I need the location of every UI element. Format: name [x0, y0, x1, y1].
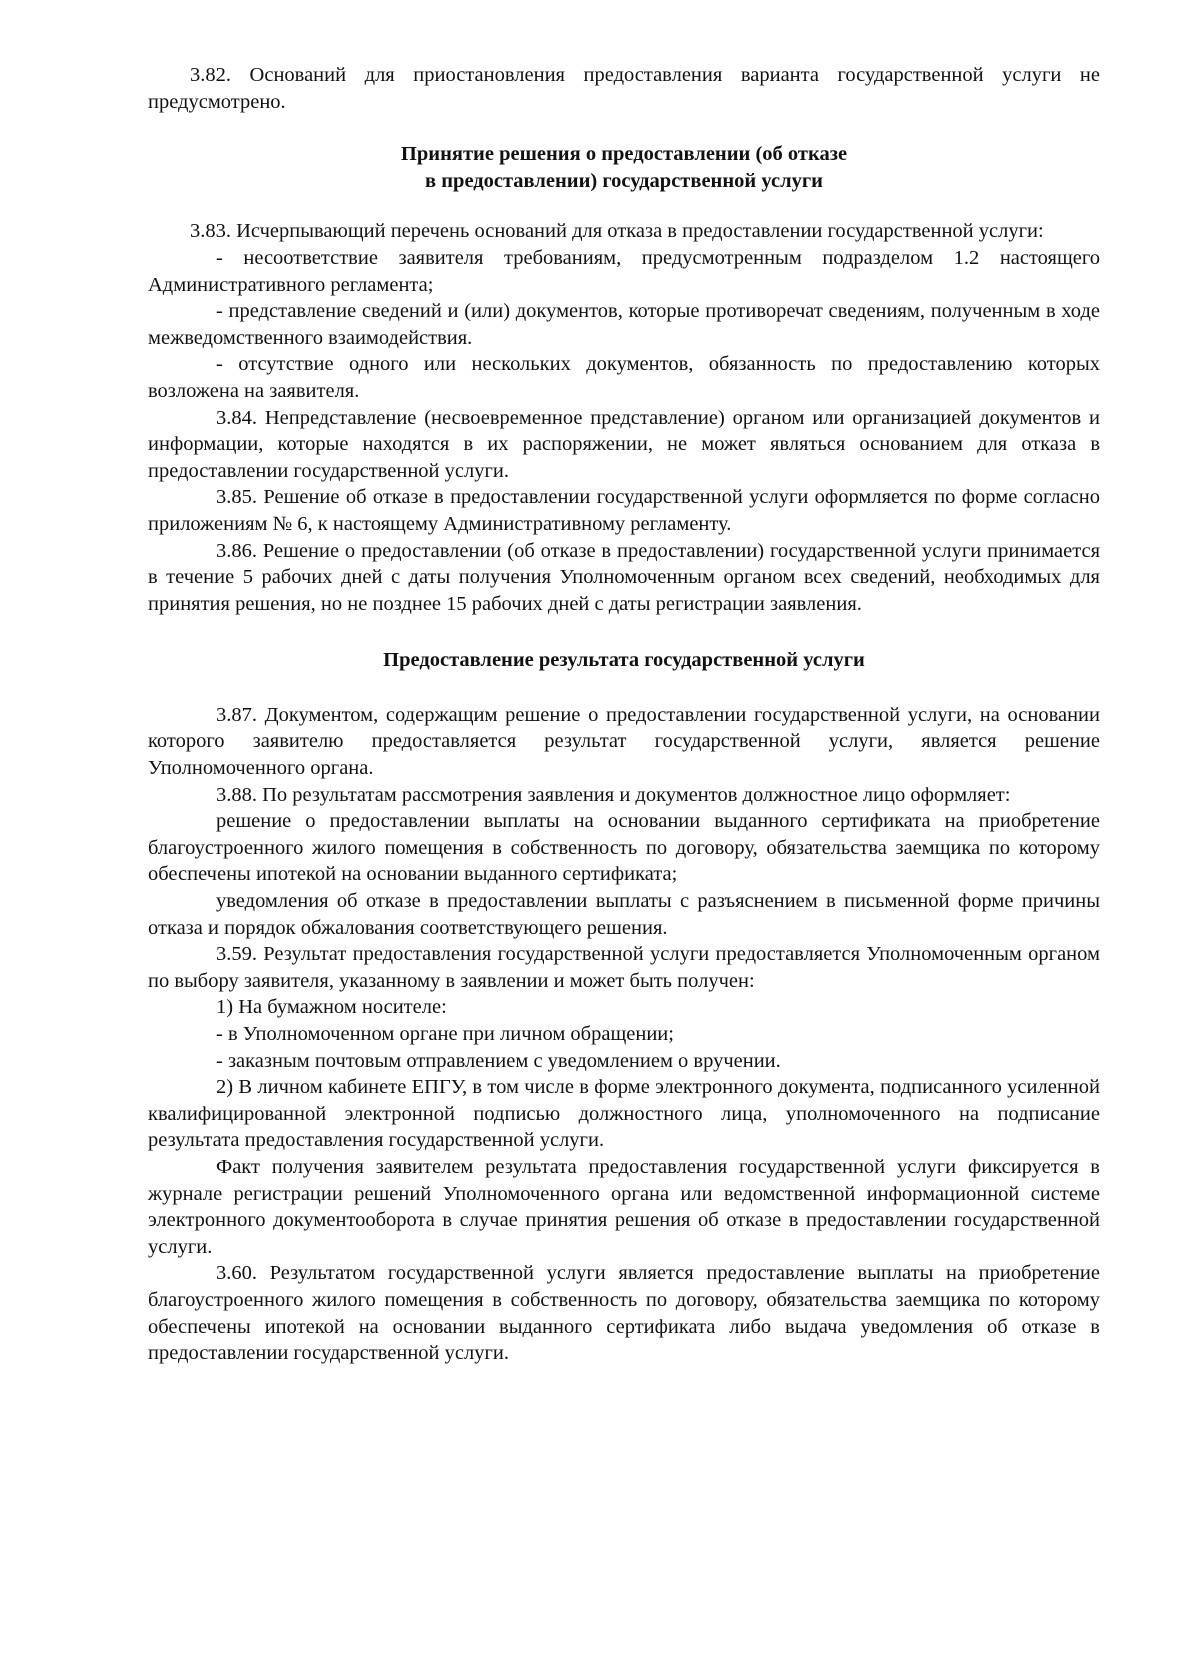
list-item-refusal-ground-1: - несоответствие заявителя требованиям, предусмотренным подразделом 1.2 настоящего Административного регламента;: [148, 246, 1100, 296]
paragraph-3-85: 3.85. Решение об отказе в предоставлении государственной услуги оформляется по форме согласно приложениям № 6, к настоящему Административному регламенту.: [148, 486, 1100, 535]
list-item-epgu-cabinet: 2) В личном кабинете ЕПГУ, в том числе в форме электронного документа, подписанного усиленной квалифицированной электронной подписью должностного лица, уполномоченного на подписание результата предоставления государственной услуги.: [148, 1076, 1100, 1152]
list-item-refusal-notice: уведомления об отказе в предоставлении выплаты с разъяснением в письменной форме причины отказа и порядок обжалования соответствующего решения.: [148, 890, 1100, 939]
paragraph-3-84: 3.84. Непредставление (несвоевременное представление) органом или организацией документов и информации, которые находятся в их распоряжении, не может являться основанием для отказа в предоставлении государственной услуги.: [148, 406, 1100, 482]
section-heading-decision: [148, 141, 1100, 194]
section-heading-decision-line2: в предоставлении) государственной услуги: [425, 169, 823, 192]
list-item-paper: 1) На бумажном носителе:: [216, 996, 447, 1019]
paragraph-3-83: 3.83. Исчерпывающий перечень оснований для отказа в предоставлении государственной услуги:: [190, 220, 1044, 243]
paragraph-receipt-fact: Факт получения заявителем результата предоставления государственной услуги фиксируется в журнале регистрации решений Уполномоченного органа или ведомственной информационной системе электронного документооборота в случае принятия решения об отказе в предоставлении государственной услуги.: [148, 1155, 1100, 1258]
list-item-refusal-ground-2: - представление сведений и (или) документов, которые противоречат сведениям, полученным в ходе межведомственного взаимодействия.: [148, 300, 1100, 349]
paragraph-3-86: 3.86. Решение о предоставлении (об отказе в предоставлении) государственной услуги принимается в течение 5 рабочих дней с даты получения Уполномоченным органом всех сведений, необходимых для принятия решения, но не позднее 15 рабочих дней с даты регистрации заявления.: [148, 539, 1100, 615]
section-heading-result: Предоставление результата государственной услуги: [383, 649, 865, 672]
paragraph-3-87: 3.87. Документом, содержащим решение о предоставлении государственной услуги, на основании которого заявителю предоставляется результат государственной услуги, является решение Уполномоченного органа.: [148, 703, 1100, 780]
list-item-paper-mail: - заказным почтовым отправлением с уведомлением о вручении.: [216, 1049, 781, 1072]
section-heading-decision-line1: Принятие решения о предоставлении (об отказе: [400, 143, 848, 166]
paragraph-3-59: 3.59. Результат предоставления государственной услуги предоставляется Уполномоченным органом по выбору заявителя, указанному в заявлении и может быть получен:: [148, 943, 1100, 992]
paragraph-3-88: 3.88. По результатам рассмотрения заявления и документов должностное лицо оформляет:: [216, 783, 1011, 806]
paragraph-3-60: 3.60. Результатом государственной услуги является предоставление выплаты на приобретение благоустроенного жилого помещения в собственность по договору, обязательства заемщика по которому обеспечены ипотекой на основании выданного сертификата либо выдача уведомления об отказе в предоставлении государственной услуги.: [148, 1262, 1100, 1365]
list-item-decision-payment: решение о предоставлении выплаты на основании выданного сертификата на приобретение благоустроенного жилого помещения в собственность по договору, обязательства заемщика по которому обеспечены ипотекой на основании выданного сертификата;: [148, 810, 1100, 886]
paragraph-3-82: 3.82. Оснований для приостановления предоставления варианта государственной услуги не предусмотрено.: [148, 64, 1100, 113]
list-item-refusal-ground-3: - отсутствие одного или нескольких документов, обязанность по предоставлению которых возложена на заявителя.: [148, 353, 1100, 402]
list-item-paper-in-person: - в Уполномоченном органе при личном обращении;: [216, 1023, 674, 1045]
